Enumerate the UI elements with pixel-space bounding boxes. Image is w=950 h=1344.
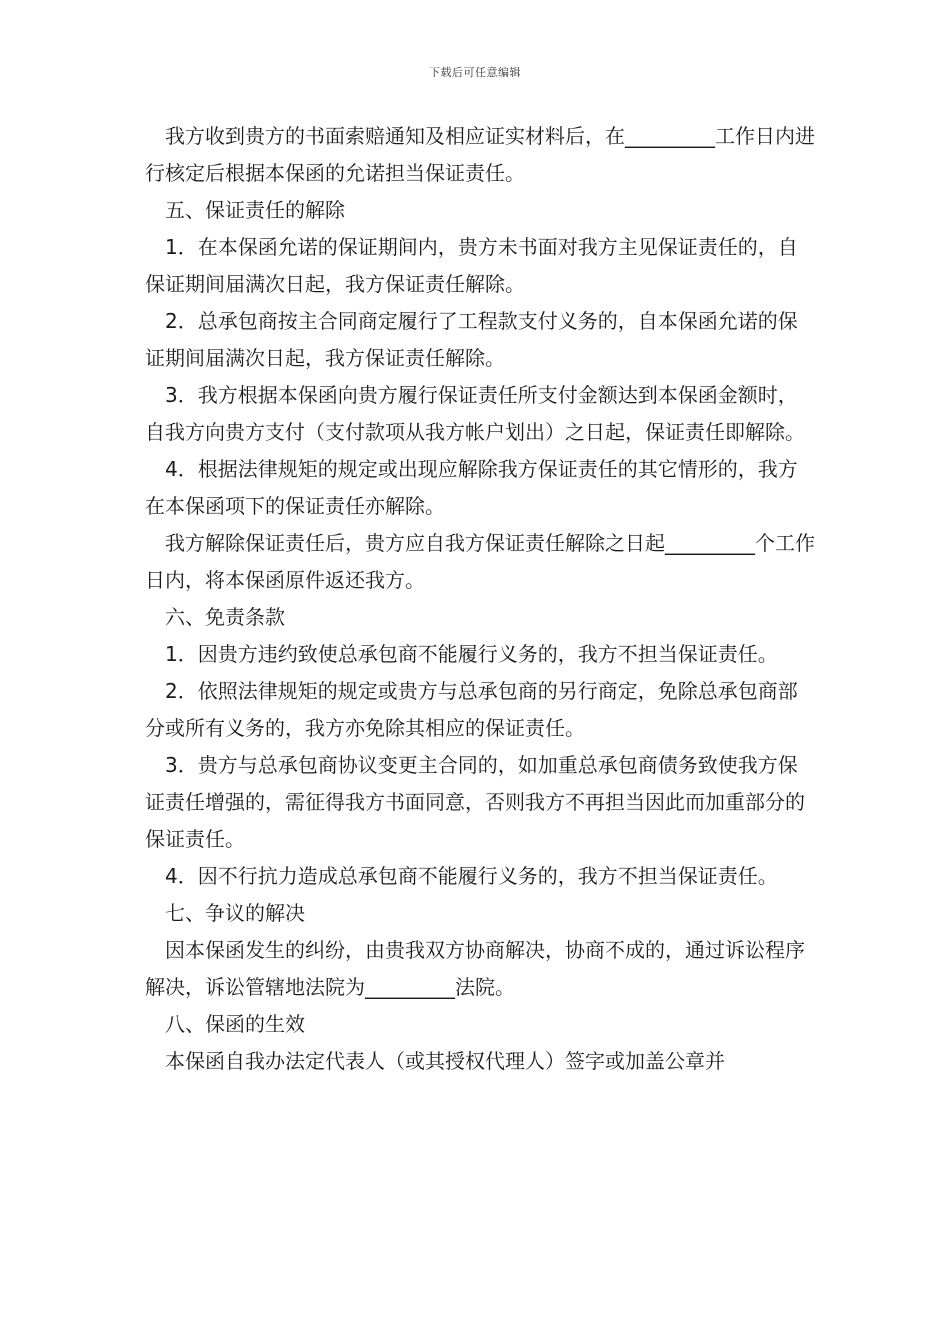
exemption-clause-4: 4．因不行抗力造成总承包商不能履行义务的，我方不担当保证责任。 [165, 864, 778, 888]
release-clause-4: 4．根据法律规矩的规定或出现应解除我方保证责任的其它情形的，我方在本保函项下的保证责任亦解除。 [145, 457, 798, 518]
section-heading-effectiveness: 八、保函的生效 [165, 1012, 305, 1036]
document-body [145, 118, 815, 1080]
paragraph-effectiveness: 本保函自我办法定代表人（或其授权代理人）签字或加盖公章并 [165, 1049, 725, 1073]
exemption-clause-1: 1．因贵方违约致使总承包商不能履行义务的，我方不担当保证责任。 [165, 642, 778, 666]
section-heading-exemption: 六、免责条款 [165, 605, 285, 629]
paragraph-return-original: 我方解除保证责任后，贵方应自我方保证责任解除之日起_________个工作日内，将本保函原件返还我方。 [145, 531, 815, 592]
section-heading-release: 五、保证责任的解除 [165, 198, 345, 222]
release-clause-1: 1．在本保函允诺的保证期间内，贵方未书面对我方主见保证责任的，自保证期间届满次日起，我方保证责任解除。 [145, 235, 798, 296]
paragraph-claim-verification: 我方收到贵方的书面索赔通知及相应证实材料后，在_________工作日内进行核定后根据本保函的允诺担当保证责任。 [145, 124, 815, 185]
section-heading-dispute: 七、争议的解决 [165, 901, 305, 925]
release-clause-3: 3．我方根据本保函向贵方履行保证责任所支付金额达到本保函金额时，自我方向贵方支付（支付款项从我方帐户划出）之日起，保证责任即解除。 [145, 383, 805, 444]
page-header-note: 下载后可任意编辑 [429, 66, 521, 79]
release-clause-2: 2．总承包商按主合同商定履行了工程款支付义务的，自本保函允诺的保证期间届满次日起，我方保证责任解除。 [145, 309, 798, 370]
paragraph-dispute-resolution: 因本保函发生的纠纷，由贵我双方协商解决，协商不成的，通过诉讼程序解决，诉讼管辖地法院为_________法院。 [145, 938, 805, 999]
exemption-clause-3: 3．贵方与总承包商协议变更主合同的，如加重总承包商债务致使我方保证责任增强的，需征得我方书面同意，否则我方不再担当因此而加重部分的保证责任。 [145, 753, 805, 851]
exemption-clause-2: 2．依照法律规矩的规定或贵方与总承包商的另行商定，免除总承包商部分或所有义务的，我方亦免除其相应的保证责任。 [145, 679, 798, 740]
